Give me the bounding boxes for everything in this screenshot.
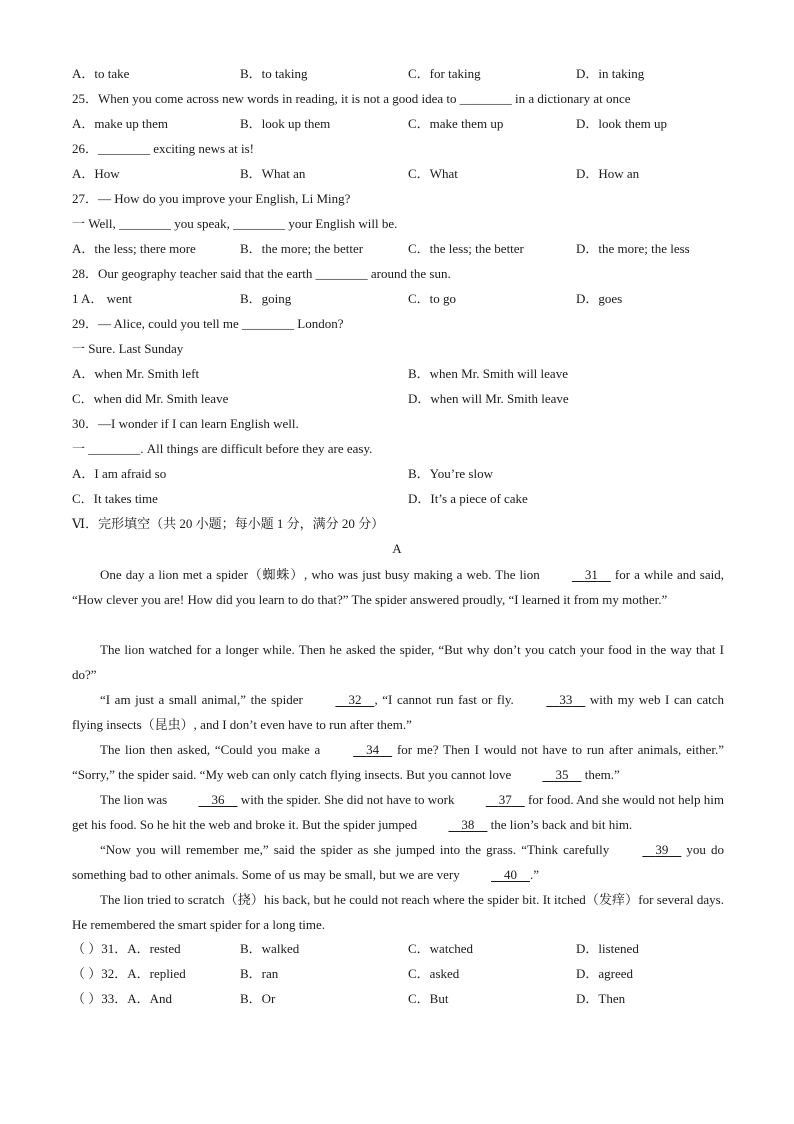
blank-31: 31 — [584, 567, 598, 582]
passage-paragraph-3: “I am just a small animal,” the spider 32 , “I cannot run fast or fly. 33 with my web I can catch flying insects（昆虫）, and I don’t even have to run after them.” — [72, 687, 724, 737]
q26-option-a: A．How — [72, 166, 120, 181]
q33-option-c: C．But — [408, 991, 449, 1006]
q30-reply: 一 ________. All things are difficult before they are easy. — [72, 441, 373, 456]
q27-stem: 27．— How do you improve your English, Li Ming? — [72, 191, 351, 206]
q26-option-c: C．What — [408, 166, 458, 181]
blank-40: 40 — [504, 867, 517, 882]
q28-stem: 28．Our geography teacher said that the earth ________ around the sun. — [72, 266, 451, 281]
q30-option-b: B．You’re slow — [408, 466, 493, 481]
q27-reply: 一 Well, ________ you speak, ________ your English will be. — [72, 216, 398, 231]
q33-option-b: B．Or — [240, 991, 276, 1006]
q24-option-a: A．to take — [72, 66, 130, 81]
q29-reply: 一 Sure. Last Sunday — [72, 341, 184, 356]
section-heading: Ⅵ．完形填空（共 20 小题；每小题 1 分，满分 20 分） — [72, 516, 385, 531]
blank-35: 35 — [555, 767, 569, 782]
q25-option-d: D．look them up — [576, 116, 667, 131]
q30-option-d: D．It’s a piece of cake — [408, 491, 528, 506]
q24-option-c: C．for taking — [408, 66, 481, 81]
passage-paragraph-6: “Now you will remember me,” said the spider as she jumped into the grass. “Think carefully 39 you do something bad to other animals. Some of us may be small, but we are very 40 .” — [72, 837, 724, 887]
q30-option-c: C．It takes time — [72, 491, 158, 506]
q32-option-d: D．agreed — [576, 966, 634, 981]
q25-stem: 25．When you come across new words in reading, it is not a good idea to ________ in a dictionary at once — [72, 91, 631, 106]
q29-option-b: B．when Mr. Smith will leave — [408, 366, 568, 381]
q31-option-c: C．watched — [408, 941, 473, 956]
passage-paragraph-7: The lion tried to scratch（挠）his back, but he could not reach where the spider bit. It itched（发痒）for several days. He remembered the smart spider for a long time. — [72, 892, 724, 932]
q27-option-a: A．the less; there more — [72, 241, 196, 256]
q32-option-c: C．asked — [408, 966, 460, 981]
q32-number-option-a: （ ）32．A．replied — [72, 966, 186, 981]
q25-option-c: C．make them up — [408, 116, 504, 131]
q24-option-d: D．in taking — [576, 66, 645, 81]
blank-33: 33 — [559, 692, 573, 707]
q27-option-d: D．the more; the less — [576, 241, 690, 256]
q26-option-d: D．How an — [576, 166, 640, 181]
q24-option-b: B．to taking — [240, 66, 308, 81]
q25-option-b: B．look up them — [240, 116, 331, 131]
passage-paragraph-2: The lion watched for a longer while. Then he asked the spider, “But why don’t you catch your food in the way that I do?” — [72, 642, 724, 682]
blank-38: 38 — [461, 817, 475, 832]
q31-number-option-a: （ ）31．A．rested — [72, 941, 181, 956]
q31-option-d: D．listened — [576, 941, 639, 956]
q25-option-a: A．make up them — [72, 116, 169, 131]
blank-36: 36 — [211, 792, 225, 807]
q29-option-c: C．when did Mr. Smith leave — [72, 391, 229, 406]
passage-paragraph-4: The lion then asked, “Could you make a 34 for me? Then I would not have to run after animals, either.” “Sorry,” the spider said. “My web can only catch flying insects. But you cannot love 35 them.” — [72, 737, 724, 787]
q32-option-b: B．ran — [240, 966, 279, 981]
passage-paragraph-1: One day a lion met a spider（蜘蛛）, who was just busy making a web. The lion 31 for a while and said, “How clever you are! How did you learn to do that?” The spider answered proudly, “I learned it from my mother.” — [72, 562, 724, 612]
q27-option-c: C．the less; the better — [408, 241, 524, 256]
q30-option-a: A．I am afraid so — [72, 466, 167, 481]
q28-option-b: B．going — [240, 291, 292, 306]
q26-stem: 26．________ exciting news at is! — [72, 141, 254, 156]
q33-number-option-a: （ ）33．A．And — [72, 991, 173, 1006]
q31-option-b: B．walked — [240, 941, 300, 956]
blank-39: 39 — [655, 842, 669, 857]
q33-option-d: D．Then — [576, 991, 626, 1006]
q27-option-b: B．the more; the better — [240, 241, 364, 256]
passage-label: A — [392, 541, 402, 556]
blank-37: 37 — [498, 792, 512, 807]
q28-option-d: D．goes — [576, 291, 623, 306]
q28-option-a: 1 A． went — [72, 291, 132, 306]
q28-option-c: C．to go — [408, 291, 457, 306]
blank-32: 32 — [348, 692, 362, 707]
passage-paragraph-5: The lion was 36 with the spider. She did not have to work 37 for food. And she would not help him get his food. So he hit the web and broke it. But the spider jumped 38 the lion’s back and bit him. — [72, 787, 724, 837]
q29-option-d: D．when will Mr. Smith leave — [408, 391, 569, 406]
q26-option-b: B．What an — [240, 166, 306, 181]
q29-option-a: A．when Mr. Smith left — [72, 366, 200, 381]
q30-stem: 30．—I wonder if I can learn English well. — [72, 416, 299, 431]
blank-34: 34 — [366, 742, 380, 757]
q29-stem: 29．— Alice, could you tell me ________ London? — [72, 316, 344, 331]
